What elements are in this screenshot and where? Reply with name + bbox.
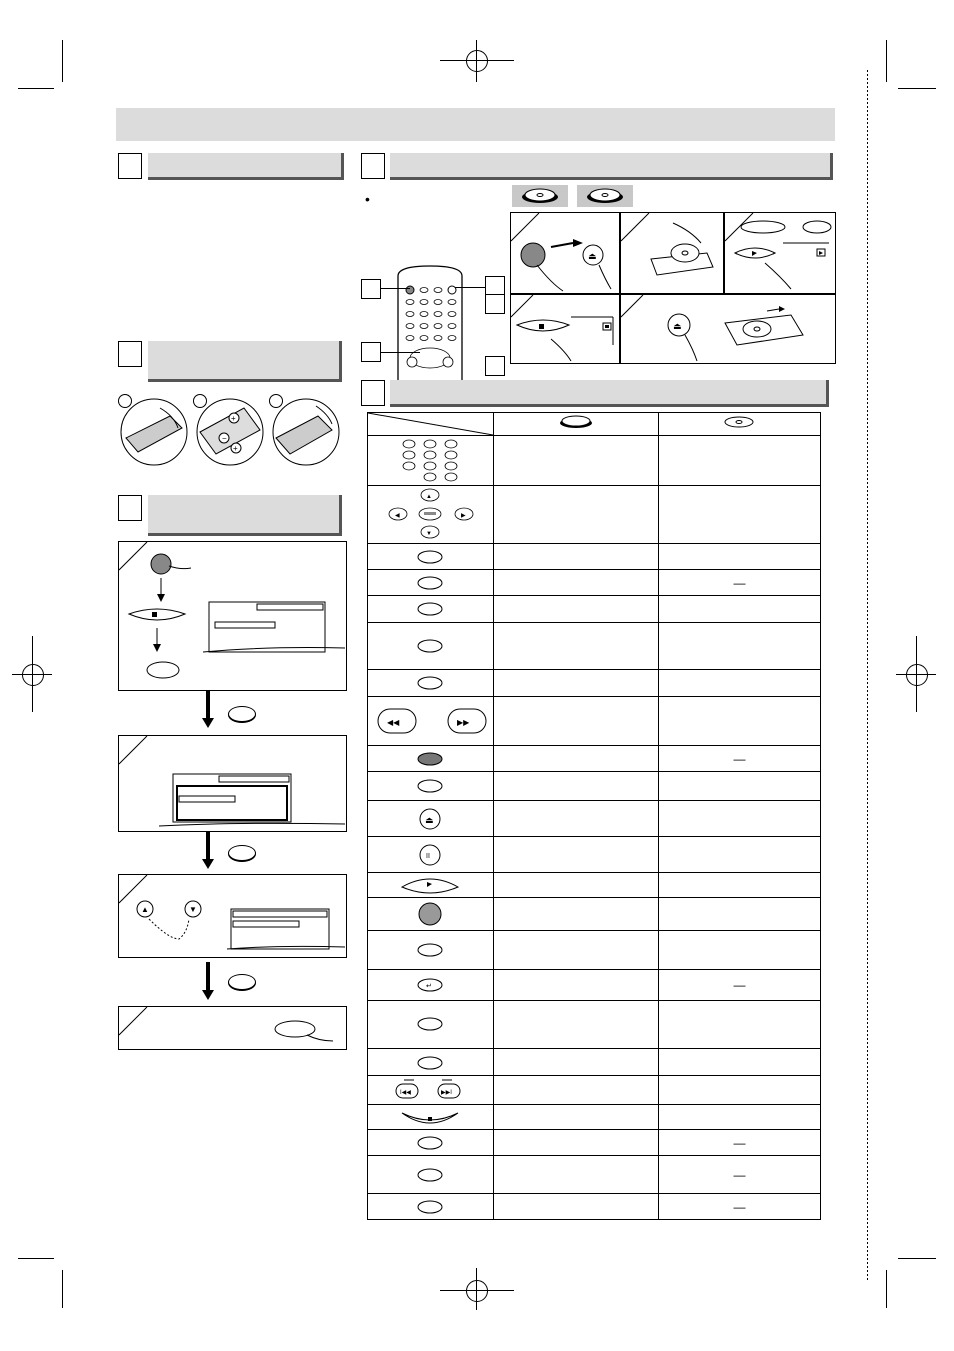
cd-cell xyxy=(658,772,820,801)
oval-button-cell xyxy=(368,570,494,596)
section-number-box xyxy=(118,495,142,521)
cd-cell xyxy=(658,623,820,670)
oval-button-cell xyxy=(368,1049,494,1076)
cd-cell: — xyxy=(658,570,820,596)
callout-line xyxy=(455,287,485,288)
cd-cell: — xyxy=(658,1130,820,1156)
oval-button-cell xyxy=(368,1194,494,1220)
svg-text:↵: ↵ xyxy=(426,982,432,990)
cd-cell xyxy=(658,697,820,746)
section-header xyxy=(148,341,342,382)
registration-mark xyxy=(466,50,488,72)
registration-mark xyxy=(906,664,928,686)
arrow-enter-buttons-cell xyxy=(368,486,494,544)
crop-mark xyxy=(898,1258,936,1259)
svg-text:II: II xyxy=(426,853,430,860)
callout-line xyxy=(380,352,420,353)
oval-button-cell xyxy=(368,544,494,570)
dvd-cell xyxy=(494,801,659,837)
setup-step-3-panel xyxy=(118,874,347,958)
dvd-cell xyxy=(494,670,659,697)
oval-button-cell xyxy=(368,623,494,670)
dvd-cell xyxy=(494,931,659,970)
flow-arrow-head xyxy=(202,859,214,869)
dvd-cell xyxy=(494,1156,659,1194)
callout-box xyxy=(485,294,505,314)
flow-arrow xyxy=(206,831,210,859)
crop-mark xyxy=(440,60,514,61)
svg-text:▼: ▼ xyxy=(189,905,197,914)
step-panel-power-open xyxy=(510,212,620,294)
dvd-cell xyxy=(494,837,659,873)
dvd-cell xyxy=(494,1194,659,1220)
dvd-cell xyxy=(494,1076,659,1105)
oval-button-cell xyxy=(368,772,494,801)
dvd-cell xyxy=(494,436,659,486)
battery-step-close-illustration xyxy=(272,398,340,466)
bullet: • xyxy=(365,191,370,207)
dvd-cell xyxy=(494,486,659,544)
flow-arrow-head xyxy=(202,990,214,1000)
page-header-bar xyxy=(116,108,835,141)
crop-mark xyxy=(476,1268,477,1310)
cd-cell xyxy=(658,1076,820,1105)
crop-mark xyxy=(32,636,33,712)
cd-cell: — xyxy=(658,1194,820,1220)
battery-step-insert-illustration xyxy=(196,398,264,466)
cd-cell xyxy=(658,801,820,837)
oval-button-cell xyxy=(368,1001,494,1049)
svg-text:⏏: ⏏ xyxy=(425,816,434,826)
dvd-cell xyxy=(494,772,659,801)
svg-text:◀◀: ◀◀ xyxy=(387,718,400,727)
dvd-cell xyxy=(494,970,659,1001)
crop-mark xyxy=(62,40,63,82)
svg-text:I◀◀: I◀◀ xyxy=(400,1090,411,1096)
dvd-video-disc-icon xyxy=(512,185,568,207)
crop-mark xyxy=(476,40,477,82)
section-number-box xyxy=(118,153,142,179)
step-panel-play xyxy=(724,212,836,294)
section-number-box xyxy=(118,341,142,367)
audio-cd-disc-icon xyxy=(577,185,633,207)
cd-cell xyxy=(658,873,820,898)
table-row xyxy=(368,486,821,544)
flow-arrow-head xyxy=(202,718,214,728)
oval-button-cell xyxy=(368,931,494,970)
header-corner-cell xyxy=(368,413,494,436)
cd-cell xyxy=(658,1001,820,1049)
crop-mark xyxy=(62,1270,63,1308)
setup-step-2-panel xyxy=(118,735,347,832)
cd-cell: — xyxy=(658,1156,820,1194)
enter-button-illustration xyxy=(228,706,256,722)
svg-text:▶: ▶ xyxy=(461,513,466,519)
section-header xyxy=(390,380,829,407)
svg-text:+: + xyxy=(231,414,236,423)
svg-text:▲: ▲ xyxy=(141,905,149,914)
button-function-table xyxy=(367,412,821,1220)
return-button-cell xyxy=(368,970,494,1001)
flow-arrow xyxy=(206,962,210,990)
callout-box xyxy=(361,279,381,299)
stop-button-cell xyxy=(368,1105,494,1130)
table-row xyxy=(368,436,821,486)
callout-box xyxy=(361,342,381,362)
dvd-column-header xyxy=(494,413,659,436)
cd-cell xyxy=(658,837,820,873)
svg-text:▲: ▲ xyxy=(426,494,432,500)
section-header xyxy=(148,153,344,180)
dvd-cell xyxy=(494,1105,659,1130)
fold-line xyxy=(867,70,868,1280)
svg-text:▶▶: ▶▶ xyxy=(457,718,470,727)
dvd-cell xyxy=(494,898,659,931)
callout-box xyxy=(485,356,505,376)
play-button-cell xyxy=(368,873,494,898)
dvd-cell xyxy=(494,746,659,772)
cd-cell xyxy=(658,898,820,931)
cd-cell xyxy=(658,1105,820,1130)
registration-mark xyxy=(466,1280,488,1302)
oval-button-cell xyxy=(368,670,494,697)
dvd-cell xyxy=(494,1049,659,1076)
crop-mark xyxy=(886,40,887,82)
skip-buttons-cell xyxy=(368,1076,494,1105)
enter-button-illustration xyxy=(228,845,256,861)
callout-box xyxy=(485,276,505,296)
power-button-cell xyxy=(368,898,494,931)
svg-text:⏏: ⏏ xyxy=(673,322,682,332)
eject-button-cell xyxy=(368,801,494,837)
dvd-cell xyxy=(494,697,659,746)
flow-arrow xyxy=(206,690,210,718)
svg-text:−: − xyxy=(222,434,227,443)
crop-mark xyxy=(440,1290,514,1291)
cd-cell xyxy=(658,436,820,486)
cd-column-header xyxy=(658,413,820,436)
oval-button-cell xyxy=(368,1156,494,1194)
crop-mark xyxy=(18,1258,54,1259)
remote-control-illustration xyxy=(392,262,468,380)
cd-cell xyxy=(658,486,820,544)
setup-step-4-panel xyxy=(118,1006,347,1050)
section-number-box xyxy=(361,380,385,406)
battery-step-open-illustration xyxy=(120,398,188,466)
rewind-forward-buttons-cell xyxy=(368,697,494,746)
callout-line xyxy=(380,288,410,289)
step-panel-stop xyxy=(510,294,620,364)
enter-button-illustration xyxy=(228,974,256,990)
svg-text:▶▶I: ▶▶I xyxy=(441,1090,452,1096)
svg-text:+: + xyxy=(233,444,238,453)
pause-button-cell xyxy=(368,837,494,873)
step-panel-insert-disc xyxy=(620,212,724,294)
dvd-cell xyxy=(494,570,659,596)
crop-mark xyxy=(18,88,54,89)
svg-text:◀: ◀ xyxy=(395,513,400,519)
oval-button-cell xyxy=(368,1130,494,1156)
dvd-cell xyxy=(494,544,659,570)
oval-button-cell xyxy=(368,596,494,623)
dvd-cell xyxy=(494,623,659,670)
section-header xyxy=(148,495,342,536)
crop-mark xyxy=(916,636,917,712)
crop-mark xyxy=(886,1270,887,1308)
cd-cell xyxy=(658,931,820,970)
svg-text:▼: ▼ xyxy=(426,531,432,537)
setup-step-1-panel xyxy=(118,541,347,691)
cd-cell xyxy=(658,1049,820,1076)
number-buttons-cell xyxy=(368,436,494,486)
step-panel-eject xyxy=(620,294,836,364)
cd-cell xyxy=(658,670,820,697)
cd-cell xyxy=(658,596,820,623)
cd-cell xyxy=(658,544,820,570)
section-number-box xyxy=(361,153,385,179)
registration-mark xyxy=(22,664,44,686)
dvd-cell xyxy=(494,873,659,898)
table-header-row xyxy=(368,413,821,436)
dvd-cell xyxy=(494,1130,659,1156)
dvd-cell xyxy=(494,596,659,623)
svg-text:⏏: ⏏ xyxy=(588,252,597,262)
cd-cell: — xyxy=(658,970,820,1001)
dark-oval-button-cell xyxy=(368,746,494,772)
cd-cell: — xyxy=(658,746,820,772)
crop-mark xyxy=(898,88,936,89)
section-header xyxy=(390,153,833,180)
dvd-cell xyxy=(494,1001,659,1049)
